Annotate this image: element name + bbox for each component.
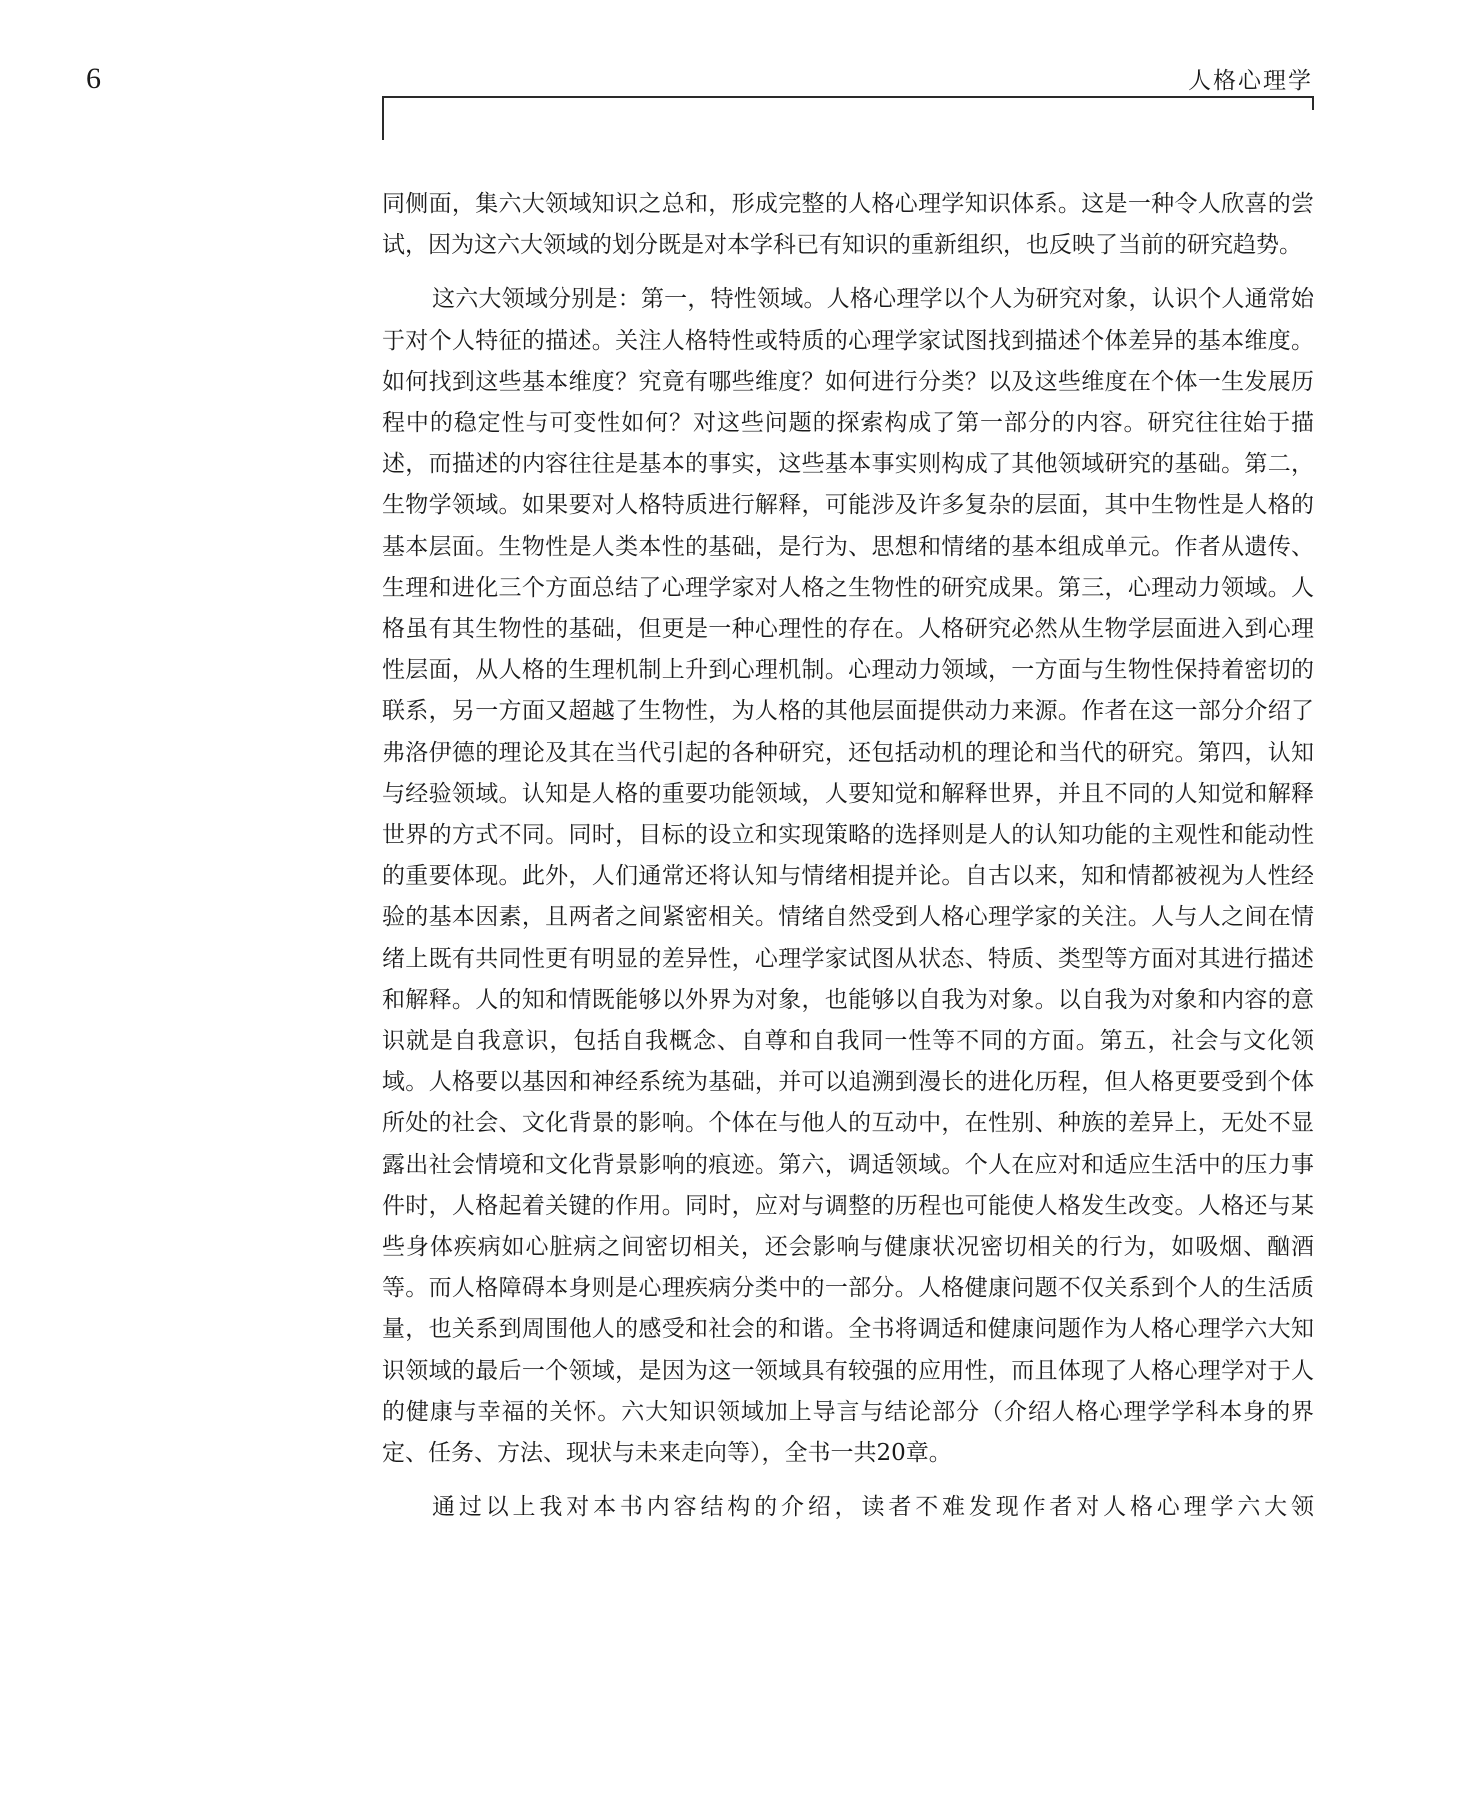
- header-rule-left-tick: [382, 96, 384, 140]
- running-title: 人格心理学: [1188, 68, 1313, 94]
- paragraph-six-domains: 这六大领域分别是：第一，特性领域。人格心理学以个人为研究对象，认识个人通常始于对个人特征的描述。关注人格特性或特质的心理学家试图找到描述个体差异的基本维度。如何找到这些基本维度？究竟有哪些维度？如何进行分类？以及这些维度在个体一生发展历程中的稳定性与可变性如何？对这些问题的探索构成了第一部分的内容。研究往往始于描述，而描述的内容往往是基本的事实，这些基本事实则构成了其他领域研究的基础。第二，生物学领域。如果要对人格特质进行解释，可能涉及许多复杂的层面，其中生物性是人格的基本层面。生物性是人类本性的基础，是行为、思想和情绪的基本组成单元。作者从遗传、生理和进化三个方面总结了心理学家对人格之生物性的研究成果。第三，心理动力领域。人格虽有其生物性的基础，但更是一种心理性的存在。人格研究必然从生物学层面进入到心理性层面，从人格的生理机制上升到心理机制。心理动力领域，一方面与生物性保持着密切的联系，另一方面又超越了生物性，为人格的其他层面提供动力来源。作者在这一部分介绍了弗洛伊德的理论及其在当代引起的各种研究，还包括动机的理论和当代的研究。第四，认知与经验领域。认知是人格的重要功能领域，人要知觉和解释世界，并且不同的人知觉和解释世界的方式不同。同时，目标的设立和实现策略的选择则是人的认知功能的主观性和能动性的重要体现。此外，人们通常还将认知与情绪相提并论。自古以来，知和情都被视为人性经验的基本因素，且两者之间紧密相关。情绪自然受到人格心理学家的关注。人与人之间在情绪上既有共同性更有明显的差异性，心理学家试图从状态、特质、类型等方面对其进行描述和解释。人的知和情既能够以外界为对象，也能够以自我为对象。以自我为对象和内容的意识就是自我意识，包括自我概念、自尊和自我同一性等不同的方面。第五，社会与文化领域。人格要以基因和神经系统为基础，并可以追溯到漫长的进化历程，但人格更要受到个体所处的社会、文化背景的影响。个体在与他人的互动中，在性别、种族的差异上，无处不显露出社会情境和文化背景影响的痕迹。第六，调适领域。个人在应对和适应生活中的压力事件时，人格起着关键的作用。同时，应对与调整的历程也可能使人格发生改变。人格还与某些身体疾病如心脏病之间密切相关，还会影响与健康状况密切相关的行为，如吸烟、酗酒等。而人格障碍本身则是心理疾病分类中的一部分。人格健康问题不仅关系到个人的生活质量，也关系到周围他人的感受和社会的和谐。全书将调适和健康问题作为人格心理学六大知识领域的最后一个领域，是因为这一领域具有较强的应用性，而且体现了人格心理学对于人的健康与幸福的关怀。六大知识领域加上导言与结论部分（介绍人格心理学学科本身的界定、任务、方法、现状与未来走向等），全书一共20章。: [382, 286, 1314, 1467]
- paragraph-closing: 通过以上我对本书内容结构的介绍，读者不难发现作者对人格心理学六大领: [432, 1494, 1314, 1521]
- header-rule: [382, 96, 1314, 98]
- paragraph-continuation: 同侧面，集六大领域知识之总和，形成完整的人格心理学知识体系。这是一种令人欣喜的尝试，因为这六大领域的划分既是对本学科已有知识的重新组织，也反映了当前的研究趋势。: [382, 191, 1314, 259]
- page-number: 6: [86, 62, 101, 95]
- body-text: [382, 184, 1314, 1529]
- header-rule-right-tick: [1312, 96, 1314, 110]
